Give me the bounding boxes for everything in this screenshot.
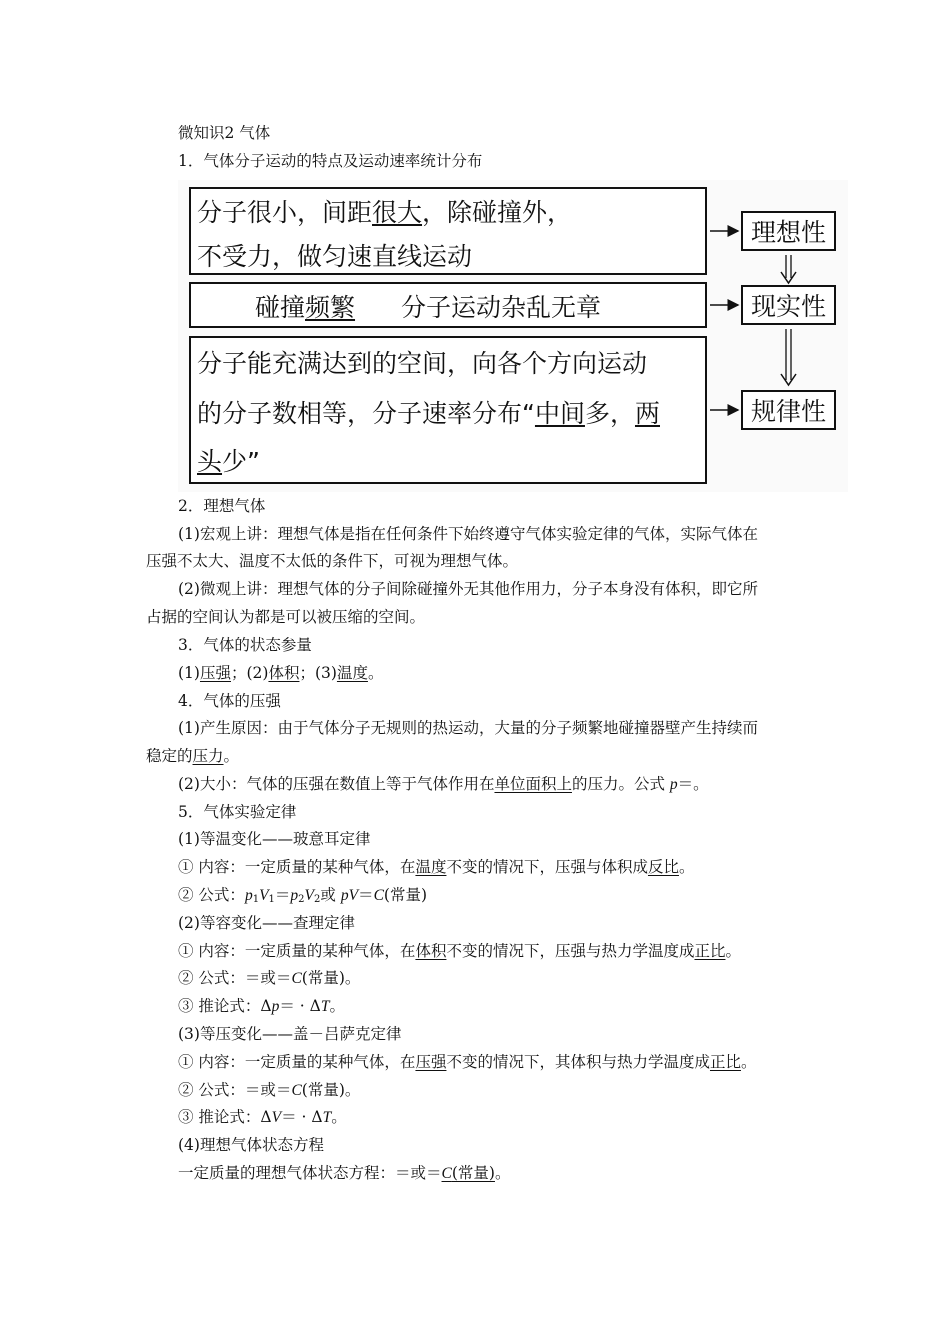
subscript: 2 bbox=[314, 894, 321, 905]
paragraph: (1)产生原因：由于气体分子无规则的热运动，大量的分子频繁地碰撞器壁产生持续而 bbox=[178, 719, 758, 737]
text: ③ 推论式：Δ bbox=[178, 1108, 272, 1126]
symbol: p bbox=[244, 887, 253, 904]
box3-text-b: 多， bbox=[584, 399, 635, 428]
formula-line bbox=[178, 1080, 360, 1101]
text: 的压力。公式 bbox=[571, 775, 670, 793]
answer: 体积 bbox=[415, 942, 447, 960]
paragraph: 占据的空间认为都是可以被压缩的空间。 bbox=[146, 608, 426, 626]
symbol: p bbox=[290, 887, 299, 904]
subheading: (2)等容变化——查理定律 bbox=[178, 914, 355, 932]
section-title: 微知识2 气体 bbox=[178, 124, 271, 142]
tag-real: 现实性 bbox=[741, 285, 836, 325]
text: ② 公式：＝或＝ bbox=[178, 969, 292, 987]
symbol-p: p bbox=[669, 776, 678, 793]
box1-text-a: 分子很小，间距 bbox=[197, 198, 373, 227]
symbol: p bbox=[271, 998, 280, 1015]
paragraph: (2)微观上讲：理想气体的分子间除碰撞外无其他作用力，分子本身没有体积，即它所 bbox=[178, 580, 758, 598]
answer: 压强 bbox=[415, 1053, 447, 1071]
formula-line bbox=[178, 1107, 347, 1128]
answer: (常量) bbox=[451, 1164, 495, 1182]
text: ＝。 bbox=[677, 775, 709, 793]
symbol: V bbox=[304, 887, 315, 904]
subscript: 1 bbox=[252, 894, 260, 905]
subscript: 1 bbox=[268, 894, 275, 905]
text: ；(2) bbox=[230, 664, 269, 682]
paragraph bbox=[146, 746, 239, 766]
symbol: T bbox=[320, 998, 330, 1015]
text: ③ 推论式：Δ bbox=[178, 997, 272, 1015]
text: ＝ · Δ bbox=[281, 1108, 323, 1126]
text: 。 bbox=[494, 1164, 511, 1182]
text: 。 bbox=[725, 942, 741, 960]
symbol: V bbox=[271, 1109, 282, 1126]
heading-1: 1．气体分子运动的特点及运动速率统计分布 bbox=[178, 152, 483, 170]
answer: 反比 bbox=[647, 858, 679, 876]
text: 。 bbox=[678, 858, 695, 876]
symbol: C bbox=[291, 970, 302, 987]
text: 不变的情况下，压强与热力学温度成 bbox=[446, 942, 695, 960]
text: 不变的情况下，压强与体积成 bbox=[446, 858, 648, 876]
answer-unit-area: 单位面积上 bbox=[494, 775, 572, 793]
text: 一定质量的理想气体状态方程：＝或＝ bbox=[178, 1164, 442, 1182]
answer-volume: 体积 bbox=[268, 664, 300, 682]
text: 。 bbox=[223, 747, 240, 765]
formula-line bbox=[178, 996, 345, 1017]
text: ② 公式：＝或＝ bbox=[178, 1081, 292, 1099]
paragraph bbox=[178, 774, 709, 795]
text: (常量)。 bbox=[301, 1081, 361, 1099]
symbol: C bbox=[373, 887, 384, 904]
answer-pressure: 压强 bbox=[199, 664, 231, 682]
symbol: C bbox=[441, 1165, 452, 1182]
subheading: (4)理想气体状态方程 bbox=[178, 1136, 324, 1154]
state-params-line bbox=[178, 663, 383, 683]
subheading: (1)等温变化——玻意耳定律 bbox=[178, 830, 371, 848]
text: ① 内容：一定质量的某种气体，在 bbox=[178, 858, 416, 876]
text: 。 bbox=[331, 1108, 347, 1126]
tag-regularity: 规律性 bbox=[741, 390, 836, 430]
text: 。 bbox=[367, 664, 384, 682]
text: 。 bbox=[329, 997, 345, 1015]
box2-text-b: 分子运动杂乱无章 bbox=[401, 293, 602, 322]
box3-text-underlined-3: 头 bbox=[197, 447, 223, 476]
text: ① 内容：一定质量的某种气体，在 bbox=[178, 942, 416, 960]
formula-line bbox=[178, 885, 427, 910]
symbol: pV bbox=[340, 887, 359, 904]
box3-text-c: 少” bbox=[222, 447, 260, 476]
tag-ideal: 理想性 bbox=[741, 211, 836, 251]
box3-text-a: 的分子数相等，分子速率分布“ bbox=[197, 399, 535, 428]
box3-text-underlined-2: 两 bbox=[634, 399, 660, 428]
paragraph: 压强不太大、温度不太低的条件下，可视为理想气体。 bbox=[146, 552, 519, 570]
answer: 正比 bbox=[709, 1053, 741, 1071]
box1-text-b: ，除碰撞外， bbox=[422, 198, 573, 227]
heading-4: 4．气体的压强 bbox=[178, 692, 281, 710]
box2-text-underlined: 频繁 bbox=[305, 293, 356, 322]
text: 不变的情况下，其体积与热力学温度成 bbox=[446, 1053, 710, 1071]
heading-2: 2．理想气体 bbox=[178, 497, 266, 515]
box3-line-1: 分子能充满达到的空间，向各个方向运动 bbox=[197, 349, 648, 378]
text: (常量)。 bbox=[301, 969, 361, 987]
paragraph bbox=[178, 857, 695, 877]
answer: 正比 bbox=[694, 942, 726, 960]
box1-text-underlined: 很大 bbox=[372, 198, 423, 227]
text: (2)大小：气体的压强在数值上等于气体作用在 bbox=[178, 775, 495, 793]
formula-line bbox=[178, 1163, 510, 1184]
box3-text-underlined-1: 中间 bbox=[534, 399, 585, 428]
answer: 温度 bbox=[415, 858, 447, 876]
paragraph: (1)宏观上讲：理想气体是指在任何条件下始终遵守气体实验定律的气体，实际气体在 bbox=[178, 525, 758, 543]
double-arrow-down-icon bbox=[781, 329, 796, 385]
answer-temperature: 温度 bbox=[336, 664, 368, 682]
text: ＝ bbox=[274, 886, 291, 904]
text: 稳定的 bbox=[146, 747, 193, 765]
box1-line-2: 不受力，做匀速直线运动 bbox=[197, 242, 473, 271]
box2-text-a: 碰撞 bbox=[255, 293, 306, 322]
text: ② 公式： bbox=[178, 886, 245, 904]
symbol: V bbox=[259, 887, 269, 904]
symbol: C bbox=[291, 1082, 302, 1099]
text: 或 bbox=[320, 886, 341, 904]
text: ＝ bbox=[358, 886, 374, 904]
text: ① 内容：一定质量的某种气体，在 bbox=[178, 1053, 416, 1071]
double-arrow-down-icon bbox=[781, 255, 796, 283]
subheading: (3)等压变化——盖－吕萨克定律 bbox=[178, 1025, 402, 1043]
text: (1) bbox=[178, 664, 200, 682]
formula-line bbox=[178, 968, 360, 989]
answer-force: 压力 bbox=[192, 747, 224, 765]
text: ；(3) bbox=[299, 664, 337, 682]
heading-3: 3．气体的状态参量 bbox=[178, 636, 312, 654]
text: 。 bbox=[740, 1053, 757, 1071]
paragraph bbox=[178, 941, 741, 961]
subscript: 2 bbox=[298, 894, 305, 905]
text: ＝ · Δ bbox=[279, 997, 321, 1015]
text: (常量) bbox=[383, 886, 428, 904]
heading-5: 5．气体实验定律 bbox=[178, 803, 297, 821]
paragraph bbox=[178, 1052, 757, 1072]
symbol: T bbox=[322, 1109, 332, 1126]
